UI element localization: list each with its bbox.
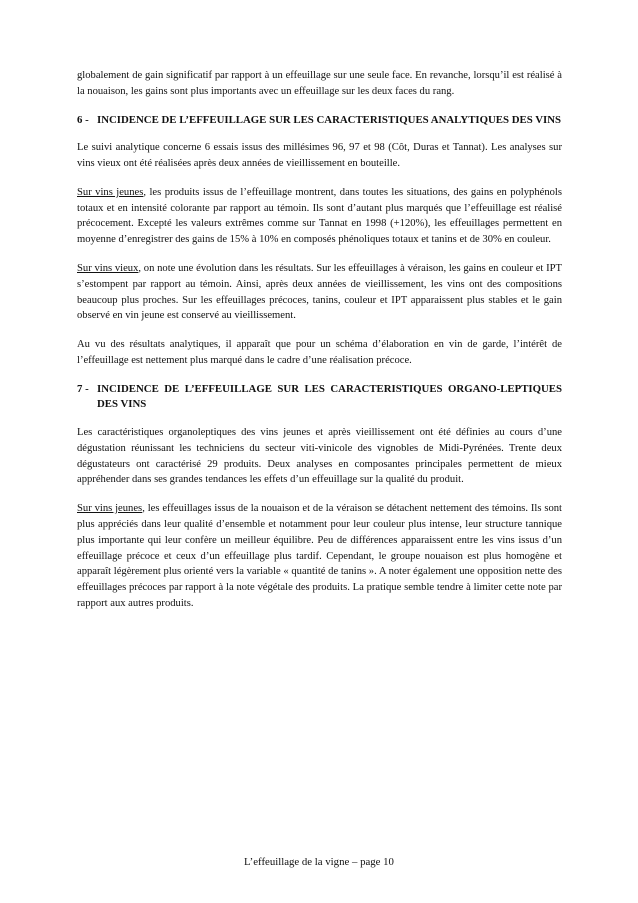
paragraph-young-wines-organoleptic [77,501,562,612]
paragraph-organoleptic-scope: Les caractéristiques organoleptiques des vins jeunes et après vieillissement ont été définies au cours d’une dégustation réunissant les techniciens du secteur viti-vinicole des vignobles de Midi-Pyrénées. Trente deux dégustateurs ont caractérisé 29 produits. Deux analyses en composantes principales permettent de mieux appréhender dans ses grandes tendances les effets d’un effeuillage sur la qualité du produit. [77,426,562,486]
underlined-lead-young-wines: Sur vins jeunes [77,503,143,515]
paragraph-analytic-conclusion: Au vu des résultats analytiques, il apparaît que pour un schéma d’élaboration en vin de garde, l’intérêt de l’effeuillage est nettement plus marqué dans le cadre d’une réalisation précoce. [77,339,562,366]
section-heading-6 [77,113,562,129]
section-number-7: 7 - [77,382,89,395]
section-heading-7 [77,382,562,413]
section-number-6: 6 - [77,113,89,126]
paragraph-old-wines-analytic [77,261,562,324]
paragraph-intro: globalement de gain significatif par rapport à un effeuillage sur une seule face. En revanche, lorsqu’il est réalisé à la nouaison, les gains sont plus importants avec un effeuillage sur les deux faces du rang. [77,70,562,97]
paragraph-text: , les produits issus de l’effeuillage montrent, dans toutes les situations, des gains en polyphénols totaux et en intensité colorante par rapport au témoin. Ils sont d’autant plus marqués que l’effeuillage est réalisé précocement. Excepté les valeurs extrêmes comme sur Tannat en 1998 (+120%), les effeuillages permettent en moyenne d’enregistrer des gains de 15% à 10% en composés phénoliques totaux et tanins et de 30% en couleur. [77,186,562,246]
underlined-lead-old-wines: Sur vins vieux [77,262,139,274]
paragraph-young-wines-analytic [77,185,562,248]
underlined-lead-young-wines: Sur vins jeunes [77,186,144,198]
paragraph-analytic-scope: Le suivi analytique concerne 6 essais issus des millésimes 96, 97 et 98 (Côt, Duras et Tannat). Les analyses sur vins vieux ont été réalisées après deux années de vieillissement en bouteille. [77,142,562,169]
paragraph-text: , les effeuillages issus de la nouaison et de la véraison se détachent nettement des témoins. Ils sont plus appréciés dans leur qualité d’ensemble et notamment pour leur couleur plus intense, leur structure tannique plus importante qui leur confère un meilleur équilibre. Peu de différences apparaissent entre les vins issus d’un effeuillage précoce et ceux d’un effeuillage plus tardif. Cependant, le groupe nouaison est plus homogène et apparaît légèrement plus orienté vers la variable « quantité de tanins ». A noter également une opposition nette des effeuillages précoces par rapport à la note végétale des produits. La pratique semble tendre à limiter cette note par rapport aux autres produits. [77,503,562,609]
page-footer: L’effeuillage de la vigne – page 10 [244,856,394,868]
paragraph-text: , on note une évolution dans les résultats. Sur les effeuillages à véraison, les gains en couleur et IPT s’estompent par rapport au témoin. Ainsi, après deux années de vieillissement, les vins ont des compositions beaucoup plus proches. Sur les effeuillages précoces, tanins, couleur et IPT apparaissent plus stables et le gain observé en vin jeune est conservé au vieillissement. [77,262,562,322]
document-body [77,68,562,625]
section-title-6: INCIDENCE DE L’EFFEUILLAGE SUR LES CARACTERISTIQUES ANALYTIQUES DES VINS [97,113,562,126]
section-title-7: INCIDENCE DE L’EFFEUILLAGE SUR LES CARACTERISTIQUES ORGANO-LEPTIQUES DES VINS [97,382,562,411]
